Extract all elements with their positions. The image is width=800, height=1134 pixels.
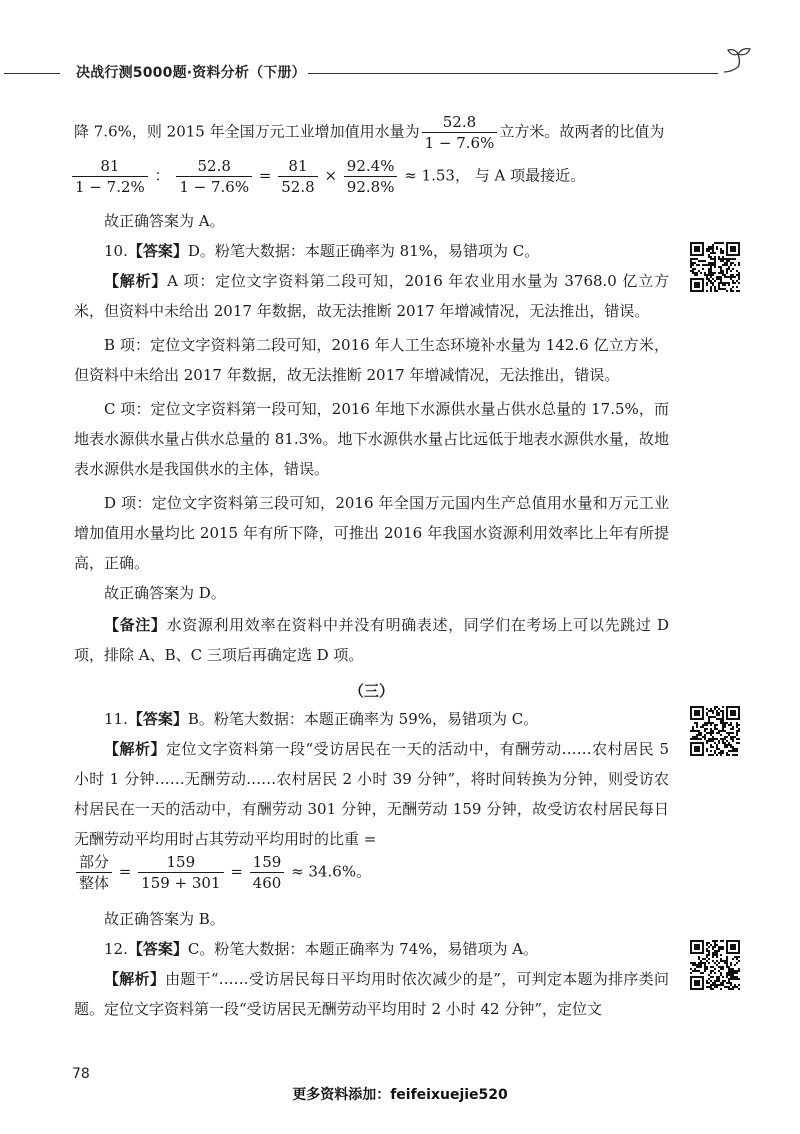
page-number: 78 [72, 1066, 90, 1082]
answer-line-q9: 故正确答案为 A。 [104, 212, 225, 230]
fraction-81-52-8 [278, 156, 317, 197]
line1-text-pre: 降 7.6%，则 2015 年全国万元工业增加值用水量为 [74, 122, 420, 141]
q10-note [74, 610, 669, 670]
fraction-81-over [72, 156, 148, 197]
q10-analysis-c: C 项：定位文字资料第一段可知，2016 年地下水源供水量占供水总量的 17.5%，而地表水源供水量占供水总量的 81.3%。地下水源供水量占比远低于地表水源供水量，故地表水源供水是我国供水的主体，错误。 [74, 400, 669, 478]
line1-text-post: 立方米。故两者的比值为 [499, 122, 665, 141]
fraction-159-over-460 [250, 852, 285, 893]
formula-result-text: ≈ 34.6%。 [291, 862, 372, 881]
fraction-denominator: 460 [252, 874, 282, 892]
answer-line-q10: 故正确答案为 D。 [104, 584, 226, 602]
fraction-water-2015 [422, 112, 498, 153]
header-rule-right [308, 73, 718, 74]
fraction-numerator: 52.8 [176, 156, 252, 177]
page-header [0, 58, 800, 88]
note-tag: 【备注】 [104, 616, 167, 634]
fraction-numerator: 81 [72, 156, 148, 177]
question-number: 10. [104, 242, 128, 260]
q10-analysis-a [74, 266, 669, 326]
fraction-part-over-whole [76, 852, 112, 893]
answer-tag: 【答案】 [127, 940, 188, 958]
operator-colon: ： [154, 166, 170, 185]
fraction-numerator: 部分 [76, 852, 112, 873]
q10-analysis-d: D 项：定位文字资料第三段可知，2016 年全国万元国内生产总值用水量和万元工业增加值用水量均比 2015 年有所下降，可推出 2016 年我国水资源利用效率比上年有所提高，正确。 [74, 494, 669, 572]
fraction-denominator: 1 − 7.6% [179, 178, 250, 196]
fraction-numerator: 159 [250, 852, 285, 873]
fraction-denominator: 52.8 [281, 178, 315, 196]
answer-summary: B。粉笔大数据：本题正确率为 59%，易错项为 C。 [187, 710, 539, 728]
operator-equals: = [230, 862, 243, 881]
fraction-52-8-over [176, 156, 252, 197]
section-heading-3: （三） [348, 682, 394, 700]
q11-analysis [74, 734, 669, 854]
analysis-tag: 【解析】 [104, 970, 166, 988]
fraction-numerator: 81 [278, 156, 317, 177]
question-number: 12. [104, 940, 128, 958]
answer-line-q11: 故正确答案为 B。 [104, 910, 225, 928]
ratio-formula [70, 156, 665, 197]
q10-answer-header [74, 236, 669, 266]
sprout-icon [716, 46, 762, 86]
answer-summary: D。粉笔大数据：本题正确率为 81%，易错项为 C。 [187, 242, 540, 260]
q11-answer-header [74, 704, 669, 734]
answer-tag: 【答案】 [127, 710, 188, 728]
answer-tag: 【答案】 [127, 242, 188, 260]
analysis-text: 由题干“……受访居民每日平均用时依次减少的是”，可判定本题为排序类问题。定位文字资料第一段“受访居民无酬劳动平均用时 2 小时 42 分钟”，定位文 [74, 970, 669, 1018]
fraction-denominator: 1 − 7.6% [424, 134, 495, 152]
fraction-percent-ratio [344, 156, 398, 197]
formula-result-text: ≈ 1.53， 与 A 项最接近。 [404, 166, 586, 185]
fraction-numerator: 159 [138, 852, 223, 873]
answer-summary: C。粉笔大数据：本题正确率为 74%，易错项为 A。 [187, 940, 539, 958]
q10-analysis-b: B 项：定位文字资料第二段可知，2016 年人工生态环境补水量为 142.6 亿立方米，但资料中未给出 2017 年数据，故无法推断 2017 年增减情况，无法推出，错误。 [74, 336, 669, 384]
qr-code-icon[interactable] [690, 242, 740, 292]
fraction-numerator: 92.4% [344, 156, 398, 177]
fraction-denominator: 1 − 7.2% [75, 178, 145, 196]
paragraph-line-1 [74, 112, 669, 153]
note-text: 水资源利用效率在资料中并没有明确表述，同学们在考场上可以先跳过 D 项，排除 A、B、C 三项后再确定选 D 项。 [74, 616, 669, 664]
header-title: 决战行测5000题·资料分析（下册） [76, 65, 306, 81]
fraction-denominator: 159 + 301 [141, 874, 221, 892]
footer-contact-text: 更多资料添加：feifeixuejie520 [292, 1087, 508, 1103]
analysis-text: A 项：定位文字资料第二段可知，2016 年农业用水量为 3768.0 亿立方米，但资料中未给出 2017 年数据，故无法推断 2017 年增减情况，无法推出，错误。 [74, 272, 669, 320]
header-rule-left [4, 73, 60, 74]
q12-answer-header [74, 934, 669, 964]
question-number: 11. [104, 710, 128, 728]
analysis-tag: 【解析】 [104, 740, 167, 758]
operator-equals: = [258, 166, 272, 185]
operator-times: × [324, 166, 338, 185]
qr-code-icon[interactable] [690, 940, 740, 990]
operator-equals: = [118, 862, 132, 881]
fraction-denominator: 整体 [79, 874, 110, 892]
fraction-numerator: 52.8 [422, 112, 498, 133]
analysis-tag: 【解析】 [104, 272, 168, 290]
qr-code-icon[interactable] [690, 706, 740, 756]
analysis-text: 定位文字资料第一段“受访居民在一天的活动中，有酬劳动……农村居民 5 小时 1 分钟……无酬劳动……农村居民 2 小时 39 分钟”，将时间转换为分钟，则受访农村居民在一天的活动中，有酬劳动 301 分钟，无酬劳动 159 分钟，故受访农村居民每日无酬劳动平均用时占其劳动平均用时的比重 = [74, 740, 669, 848]
q11-formula [74, 852, 669, 893]
fraction-denominator: 92.8% [346, 178, 395, 196]
q12-analysis [74, 964, 669, 1024]
fraction-159-over-sum [138, 852, 223, 893]
